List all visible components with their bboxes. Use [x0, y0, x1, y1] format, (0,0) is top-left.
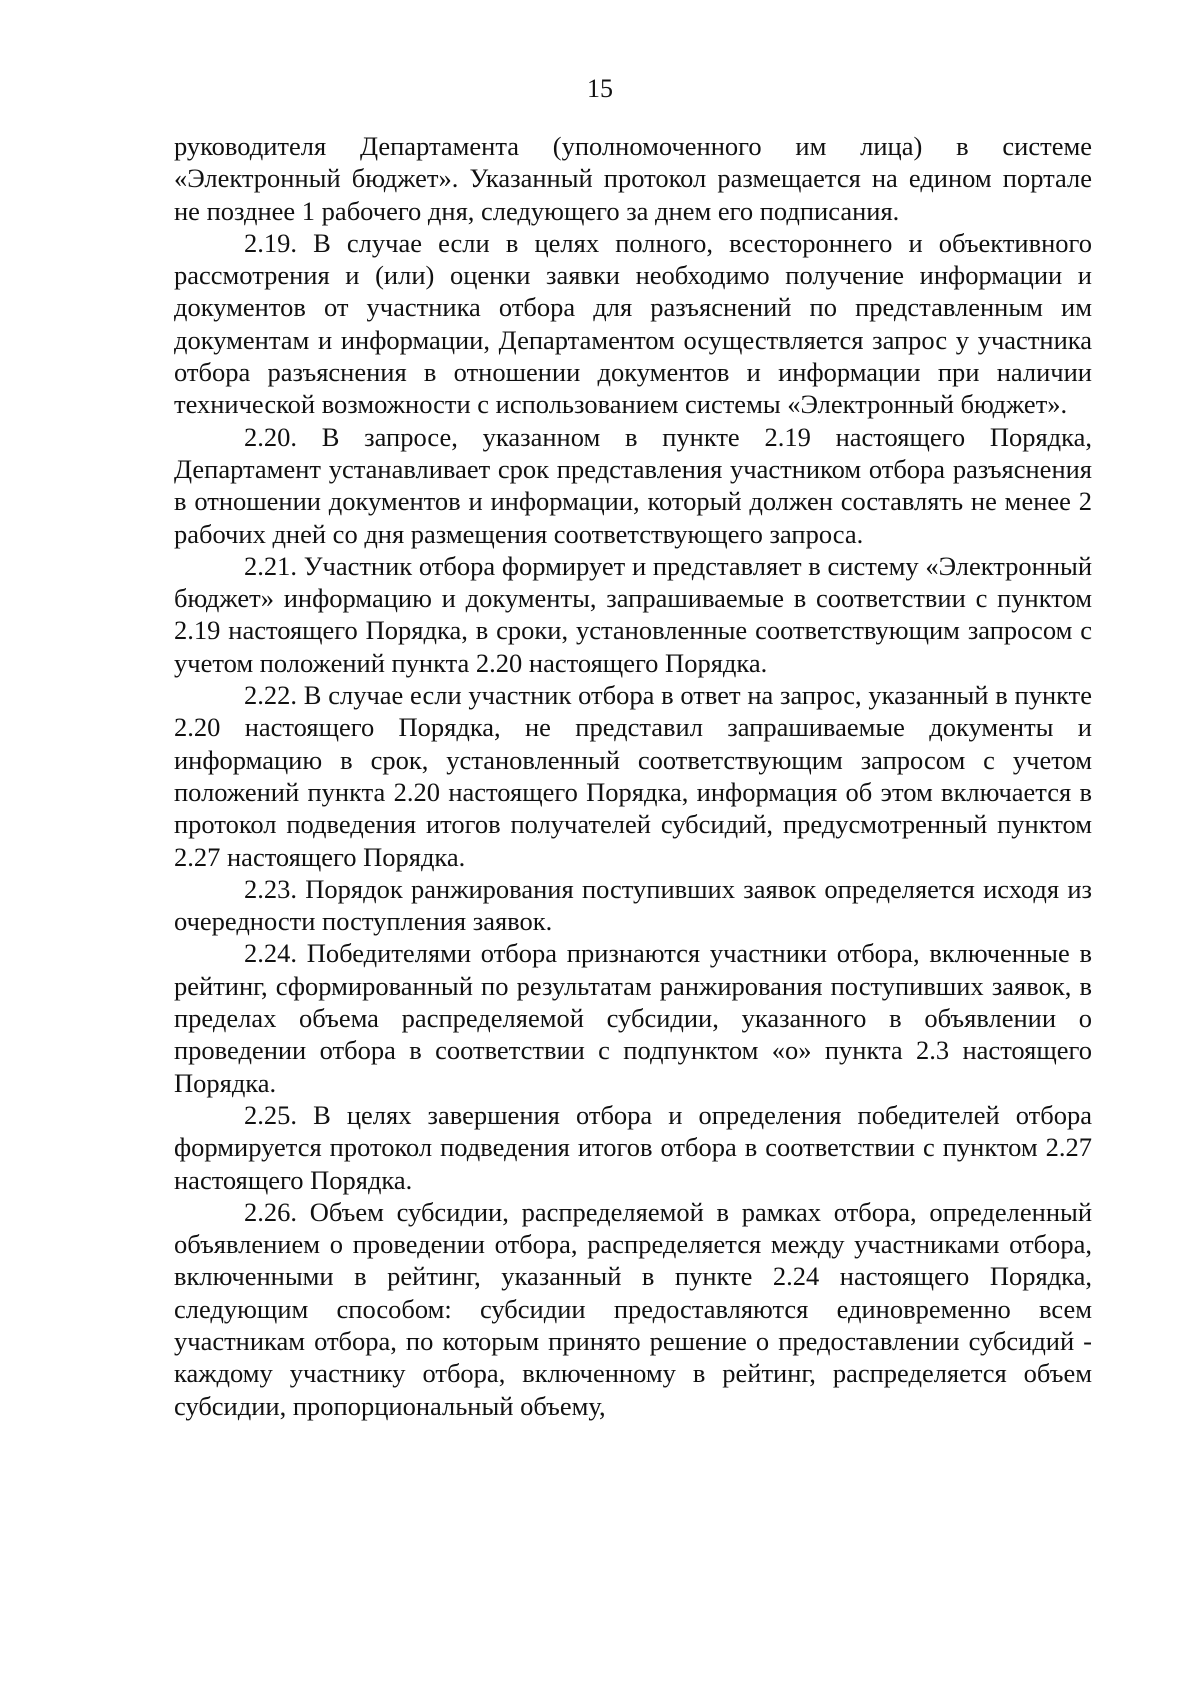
paragraph-2-21: 2.21. Участник отбора формирует и представляет в систему «Электронный бюджет» информацию и документы, запрашиваемые в соответствии с пунктом 2.19 настоящего Порядка, в сроки, установленные соответствующим запросом с учетом положений пункта 2.20 настоящего Порядка.	[174, 550, 1092, 678]
document-body	[174, 130, 1092, 1422]
paragraph-2-22: 2.22. В случае если участник отбора в ответ на запрос, указанный в пункте 2.20 настоящего Порядка, не представил запрашиваемые документы и информацию в срок, установленный соответствующим запросом с учетом положений пункта 2.20 настоящего Порядка, информация об этом включается в протокол подведения итогов получателей субсидий, предусмотренный пунктом 2.27 настоящего Порядка.	[174, 680, 1092, 872]
paragraph-2-20: 2.20. В запросе, указанном в пункте 2.19 настоящего Порядка, Департамент устанавливает срок представления участником отбора разъяснения в отношении документов и информации, который должен составлять не менее 2 рабочих дней со дня размещения соответствующего запроса.	[174, 421, 1092, 549]
paragraph-2-19: 2.19. В случае если в целях полного, всестороннего и объективного рассмотрения и (или) оценки заявки необходимо получение информации и документов от участника отбора для разъяснений по представленным им документам и информации, Департаментом осуществляется запрос у участника отбора разъяснения в отношении документов и информации при наличии технической возможности с использованием системы «Электронный бюджет».	[174, 227, 1092, 420]
paragraph-2-25: 2.25. В целях завершения отбора и определения победителей отбора формируется протокол подведения итогов отбора в соответствии с пунктом 2.27 настоящего Порядка.	[174, 1099, 1092, 1195]
paragraph-2-24: 2.24. Победителями отбора признаются участники отбора, включенные в рейтинг, сформированный по результатам ранжирования поступивших заявок, в пределах объема распределяемой субсидии, указанного в объявлении о проведении отбора в соответствии с подпунктом «о» пункта 2.3 настоящего Порядка.	[174, 938, 1092, 1098]
paragraph-2-23: 2.23. Порядок ранжирования поступивших заявок определяется исходя из очередности поступления заявок.	[174, 873, 1092, 937]
paragraph-continuation: руководителя Департамента (уполномоченного им лица) в системе «Электронный бюджет». Указанный протокол размещается на едином портале не позднее 1 рабочего дня, следующего за днем его подписания.	[174, 131, 1092, 226]
paragraph-2-26: 2.26. Объем субсидии, распределяемой в рамках отбора, определенный объявлением о проведении отбора, распределяется между участниками отбора, включенными в рейтинг, указанный в пункте 2.24 настоящего Порядка, следующим способом: субсидии предоставляются единовременно всем участникам отбора, по которым принято решение о предоставлении субсидий - каждому участнику отбора, включенному в рейтинг, распределяется объем субсидии, пропорциональный объему,	[174, 1196, 1092, 1421]
page-number: 15	[587, 74, 613, 103]
